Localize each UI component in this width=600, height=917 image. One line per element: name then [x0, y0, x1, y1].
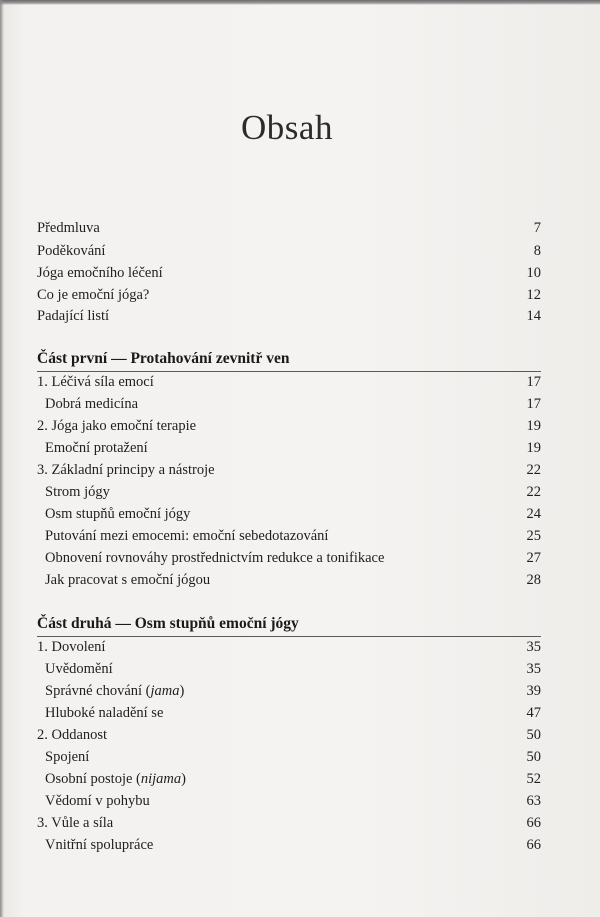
toc-entry-label: Obnovení rovnováhy prostřednictvím redukce a tonifikace [45, 550, 385, 566]
page-title: Obsah [241, 108, 333, 147]
toc-entry [37, 724, 541, 746]
toc-entry-label: Hluboké naladění se [45, 705, 164, 721]
toc-entry [37, 768, 541, 790]
toc-entry-page: 10 [526, 265, 541, 281]
part-one-heading: Část první — Protahování zevnitř ven [37, 350, 290, 367]
toc-entry-page: 50 [526, 727, 541, 743]
part-two-heading: Část druhá — Osm stupňů emoční jógy [37, 615, 299, 632]
toc-entry-label: Jak pracovat s emoční jógou [45, 572, 211, 588]
toc-entry [37, 415, 541, 437]
toc-entry-page: 39 [526, 683, 541, 699]
toc-label-text: ) [179, 683, 185, 699]
toc-entry-label: Vědomí v pohybu [45, 793, 150, 809]
toc-entry [37, 680, 541, 702]
toc-label-text: Osobní postoje ( [45, 771, 141, 787]
toc-entry [37, 284, 541, 306]
toc-entry [37, 790, 541, 812]
toc-entry-label: Co je emoční jóga? [37, 287, 150, 303]
toc-entry [37, 481, 541, 503]
toc-entry-label: Strom jógy [45, 484, 110, 500]
toc-entry [37, 437, 541, 459]
toc-entry [37, 834, 541, 856]
toc-entry-label: 3. Vůle a síla [37, 815, 114, 831]
toc-entry [37, 240, 541, 262]
toc-label-italic: nijama [140, 771, 182, 787]
table-of-contents [37, 0, 541, 917]
toc-entry-label: Padající listí [37, 308, 110, 324]
toc-entry-page: 24 [526, 506, 541, 522]
toc-entry-label: Osm stupňů emoční jógy [45, 506, 191, 522]
toc-entry-page: 27 [526, 550, 541, 566]
toc-entry-label: 2. Jóga jako emoční terapie [37, 418, 197, 434]
toc-entry-label: 1. Léčivá síla emocí [37, 374, 154, 390]
toc-entry-page: 66 [526, 837, 541, 853]
toc-entry-page: 7 [533, 220, 541, 236]
toc-label-italic: jama [150, 683, 180, 699]
toc-entry-label: Dobrá medicína [45, 396, 139, 412]
toc-entry-label: Předmluva [37, 220, 100, 236]
toc-entry-page: 8 [533, 243, 541, 259]
toc-entry-label: Spojení [45, 749, 90, 765]
toc-entry-label: Poděkování [37, 243, 106, 259]
toc-entry [37, 459, 541, 481]
toc-entry-page: 52 [526, 771, 541, 787]
toc-entry-page: 12 [526, 287, 541, 303]
toc-entry-page: 66 [526, 815, 541, 831]
toc-entry [37, 547, 541, 569]
toc-entry-label: 2. Oddanost [37, 727, 108, 743]
toc-entry [37, 217, 541, 239]
toc-entry [37, 371, 541, 393]
toc-entry-page: 50 [526, 749, 541, 765]
toc-label-text: ) [181, 771, 186, 787]
toc-entry-label: Vnitřní spolupráce [45, 837, 154, 853]
toc-label-text: Správné chování ( [45, 683, 151, 699]
toc-entry-page: 35 [526, 661, 541, 677]
toc-entry [37, 812, 541, 834]
toc-entry-page: 25 [526, 528, 541, 544]
toc-entry [37, 305, 541, 327]
toc-entry-label: Emoční protažení [45, 440, 148, 456]
toc-entry-page: 17 [526, 374, 541, 390]
toc-entry-label: 1. Dovolení [37, 639, 106, 655]
toc-entry-page: 17 [526, 396, 541, 412]
toc-entry-label: 3. Základní principy a nástroje [37, 462, 215, 478]
toc-entry [37, 636, 541, 658]
toc-entry [37, 569, 541, 591]
toc-entry-label: Putování mezi emocemi: emoční sebedotazování [45, 528, 329, 544]
toc-entry [37, 525, 541, 547]
toc-entry-page: 19 [526, 440, 541, 456]
toc-entry [37, 503, 541, 525]
toc-entry-label: Uvědomění [45, 661, 113, 677]
toc-entry-label [45, 768, 186, 790]
toc-entry [37, 393, 541, 415]
toc-entry-page: 63 [526, 793, 541, 809]
toc-entry [37, 658, 541, 680]
toc-entry-label [45, 680, 184, 702]
toc-entry-page: 47 [526, 705, 541, 721]
toc-entry-page: 22 [526, 484, 541, 500]
toc-entry-page: 28 [526, 572, 541, 588]
toc-entry-label: Jóga emočního léčení [37, 265, 163, 281]
toc-entry [37, 702, 541, 724]
toc-entry-page: 14 [526, 308, 541, 324]
toc-entry-page: 19 [526, 418, 541, 434]
toc-entry-page: 35 [526, 639, 541, 655]
toc-entry [37, 262, 541, 284]
toc-entry [37, 746, 541, 768]
toc-entry-page: 22 [526, 462, 541, 478]
